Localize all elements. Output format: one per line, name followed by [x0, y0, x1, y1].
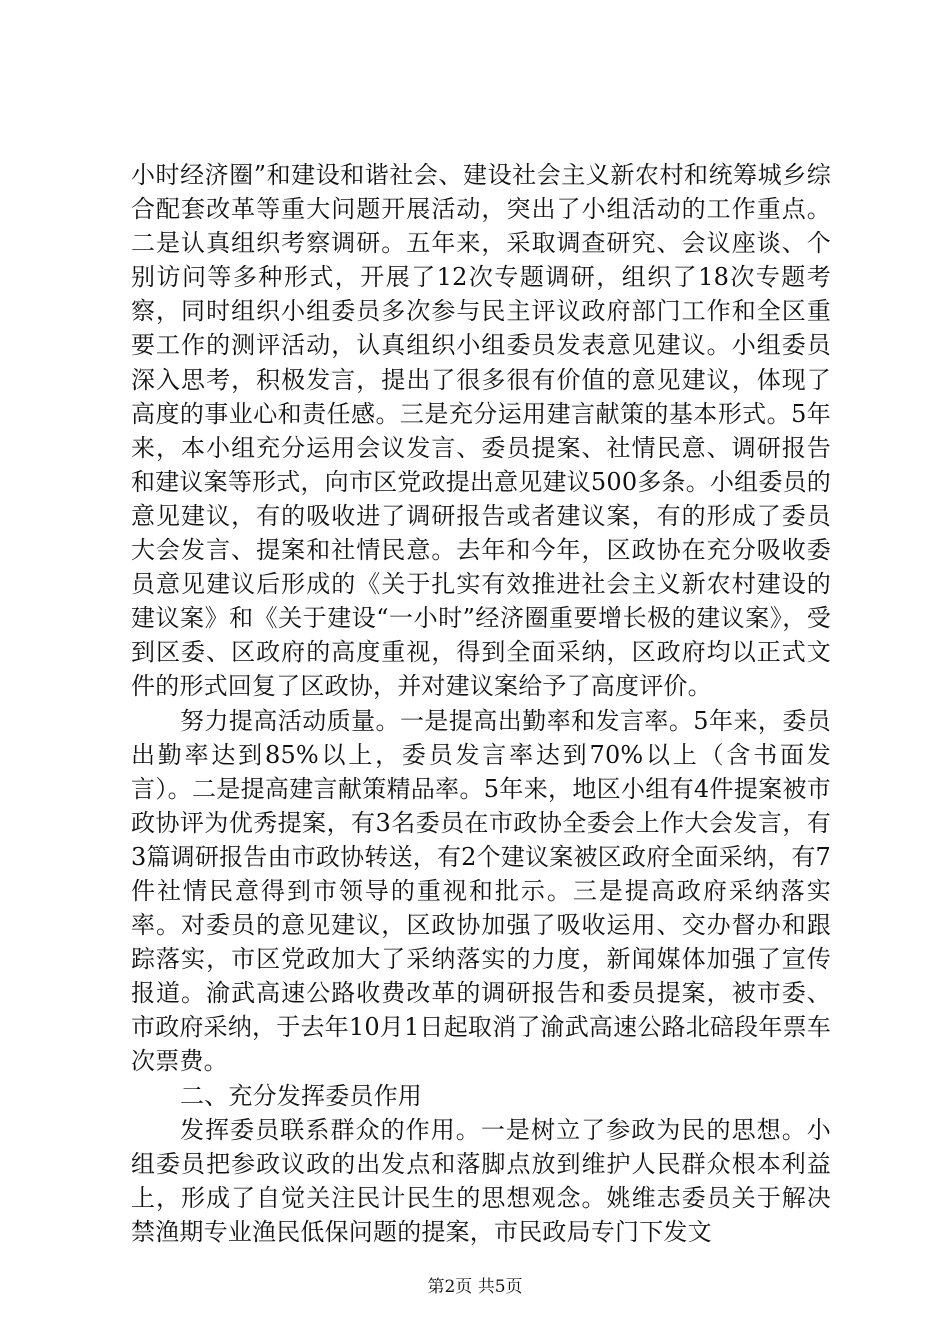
paragraph-activity-quality: 努力提高活动质量。一是提高出勤率和发言率。5年来，委员出勤率达到85%以上，委员发言率达到70%以上（含书面发言）。二是提高建言献策精品率。5年来，地区小组有4件提案被市政协评为优秀提案，有3名委员在市政协全委会上作大会发言，有3篇调研报告由市政协转送，有2个建议案被区政府全面采纳，有7件社情民意得到市领导的重视和批示。三是提高政府采纳落实率。对委员的意见建议，区政协加强了吸收运用、交办督办和跟踪落实，市区党政加大了采纳落实的力度，新闻媒体加强了宣传报道。渝武高速公路收费改革的调研报告和委员提案，被市委、市政府采纳，于去年10月1日起取消了渝武高速公路北碚段年票车次票费。	[131, 706, 831, 1076]
paragraph-member-role: 发挥委员联系群众的作用。一是树立了参政为民的思想。小组委员把参政议政的出发点和落脚点放到维护人民群众根本利益上，形成了自觉关注民计民生的思想观念。姚维志委员关于解决禁渔期专业渔民低保问题的提案，市民政局专门下发文	[131, 1115, 831, 1246]
paragraph-continuation: 小时经济圈”和建设和谐社会、建设社会主义新农村和统筹城乡综合配套改革等重大问题开展活动，突出了小组活动的工作重点。二是认真组织考察调研。五年来，采取调查研究、会议座谈、个别访问等多种形式，开展了12次专题调研，组织了18次专题考察，同时组织小组委员多次参与民主评议政府部门工作和全区重要工作的测评活动，认真组织小组委员发表意见建议。小组委员深入思考，积极发言，提出了很多很有价值的意见建议，体现了高度的事业心和责任感。三是充分运用建言献策的基本形式。5年来，本小组充分运用会议发言、委员提案、社情民意、调研报告和建议案等形式，向市区党政提出意见建议500多条。小组委员的意见建议，有的吸收进了调研报告或者建议案，有的形成了委员大会发言、提案和社情民意。去年和今年，区政协在充分吸收委员意见建议后形成的《关于扎实有效推进社会主义新农村建设的建议案》和《关于建设“一小时”经济圈重要增长极的建议案》，受到区委、区政府的高度重视，得到全面采纳，区政府均以正式文件的形式回复了区政协，并对建议案给予了高度评价。	[131, 161, 831, 701]
page-footer: 第2页 共5页	[427, 1277, 523, 1297]
body-text	[131, 158, 831, 1249]
section-heading: 二、充分发挥委员作用	[180, 1081, 422, 1110]
